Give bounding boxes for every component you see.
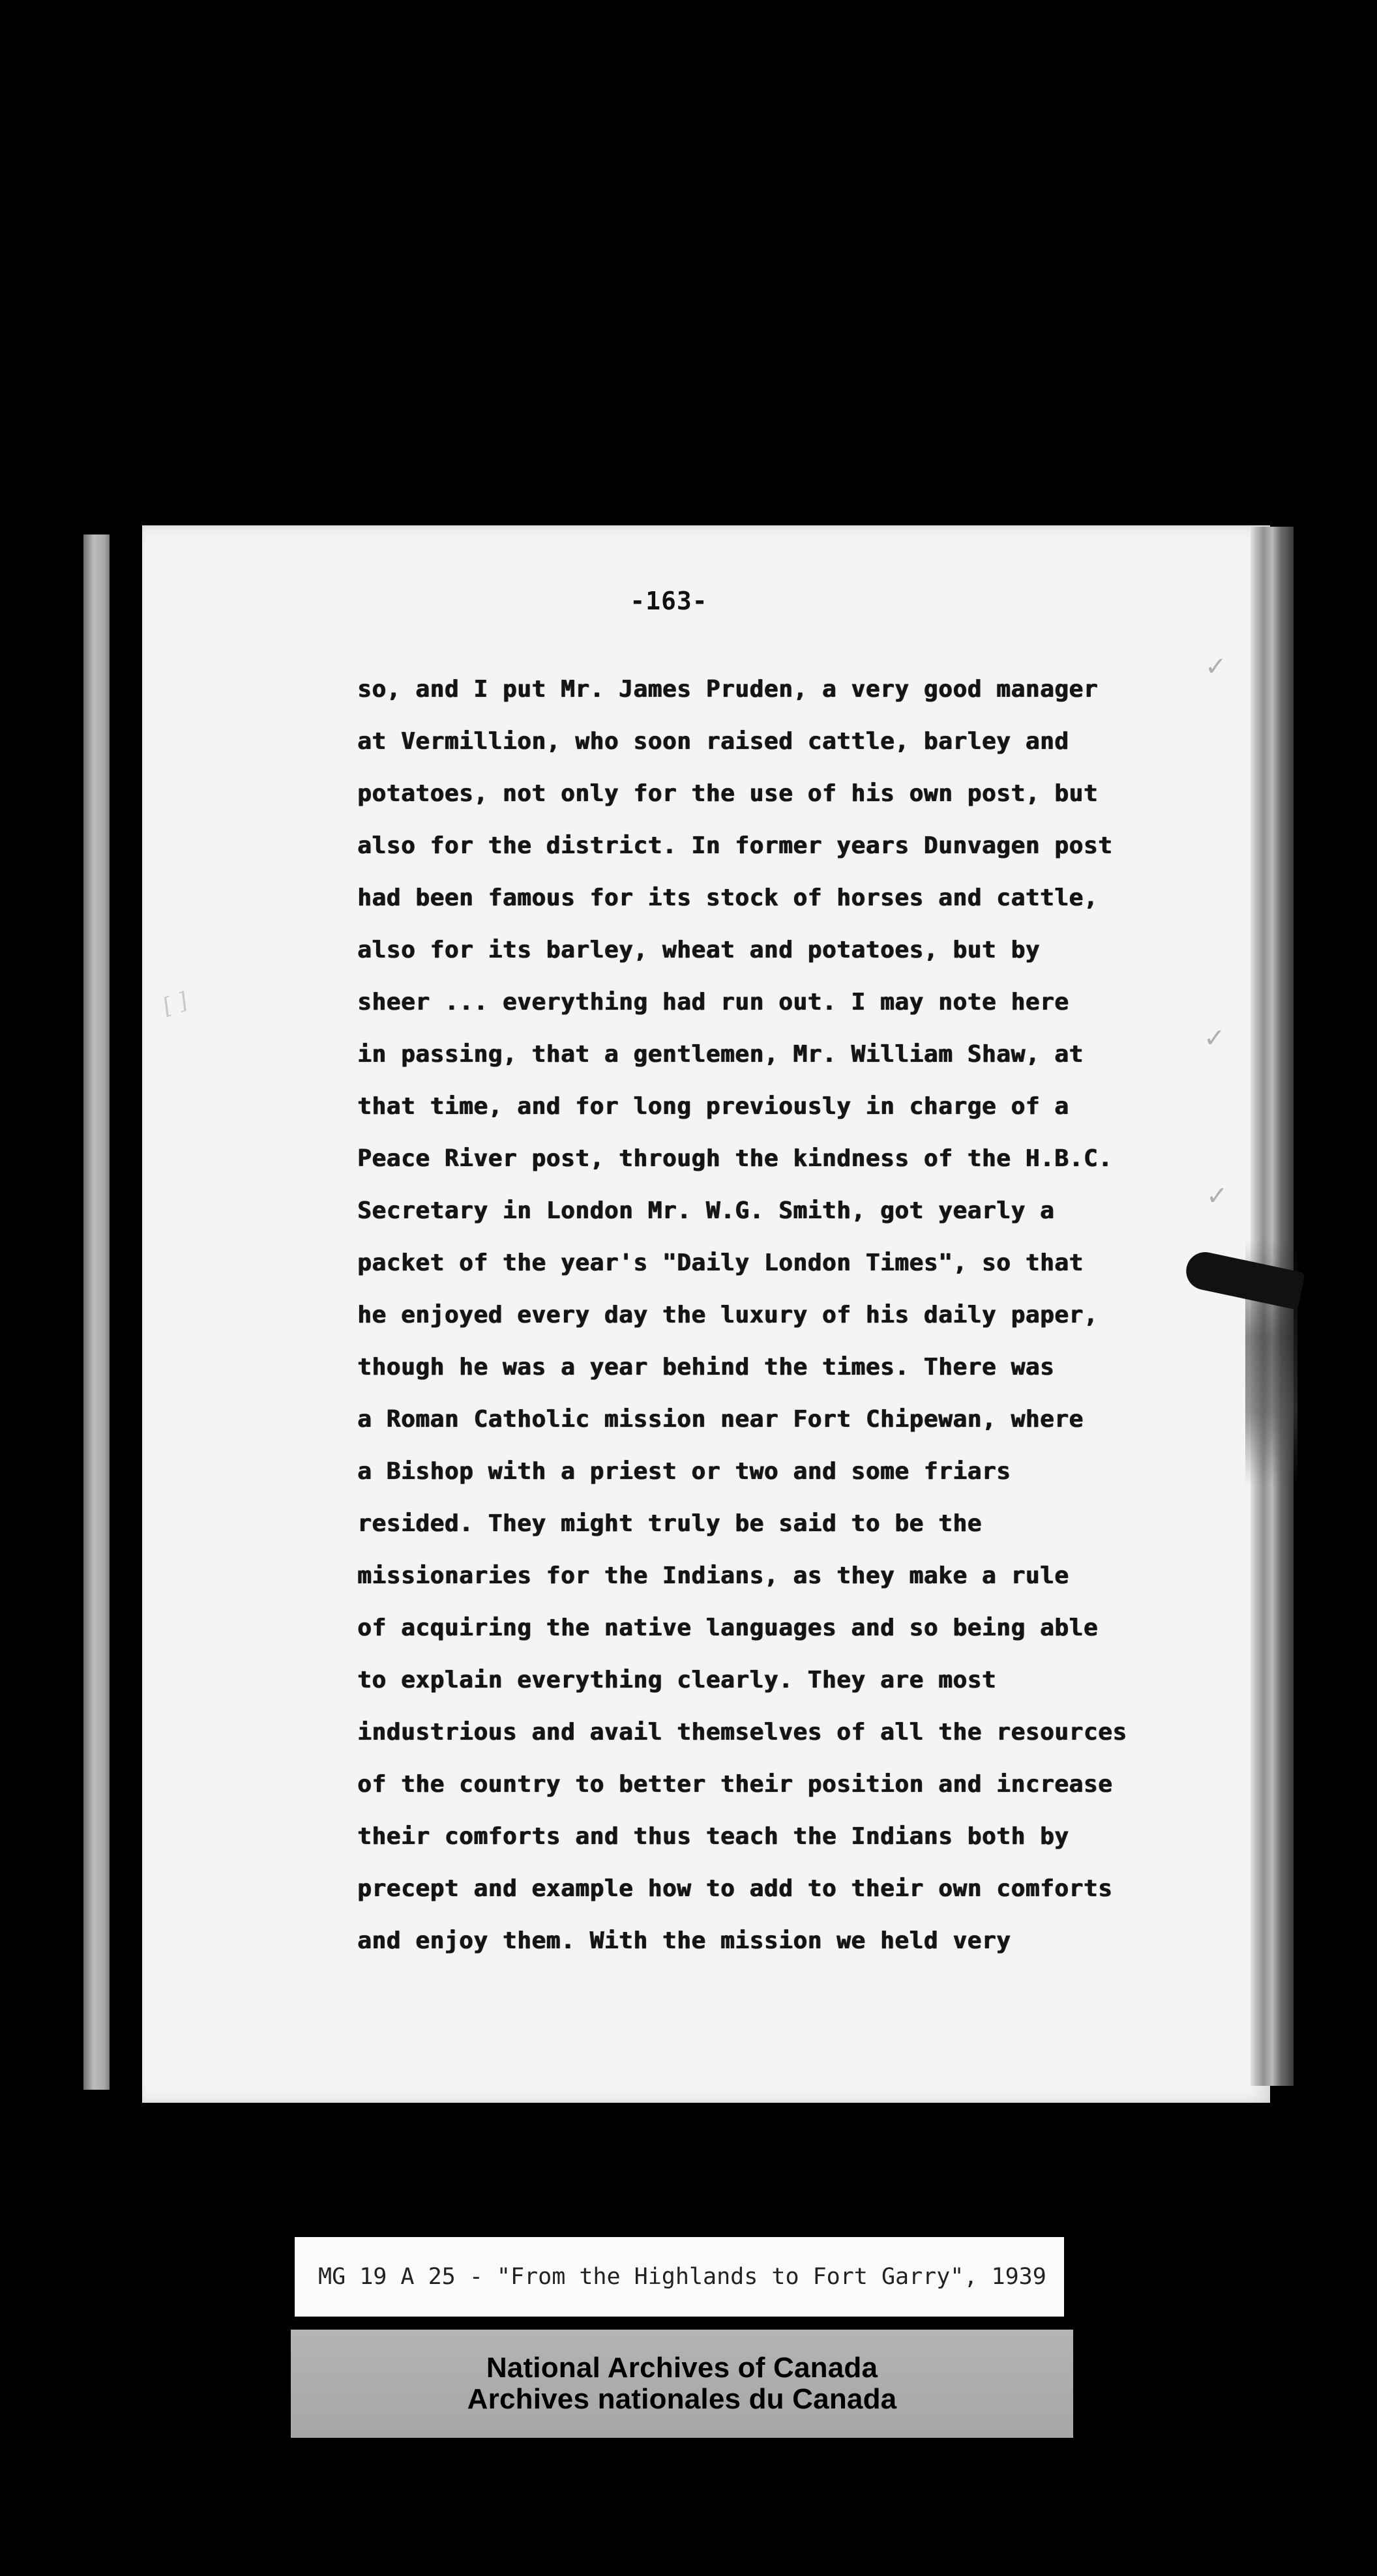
- archive-name-french: Archives nationales du Canada: [467, 2383, 897, 2415]
- text-line: and enjoy them. With the mission we held very: [357, 1927, 1011, 1954]
- tick-mark: ✓: [1205, 652, 1227, 682]
- text-line: industrious and avail themselves of all the resources: [357, 1719, 1127, 1746]
- text-line: sheer ... everything had run out. I may note here: [357, 989, 1069, 1016]
- text-line: Peace River post, through the kindness of the H.B.C.: [357, 1145, 1113, 1172]
- text-line: at Vermillion, who soon raised cattle, barley and: [357, 728, 1069, 755]
- text-line: Secretary in London Mr. W.G. Smith, got yearly a: [357, 1197, 1055, 1224]
- text-line: a Roman Catholic mission near Fort Chipewan, where: [357, 1406, 1084, 1433]
- text-line: of acquiring the native languages and so being able: [357, 1615, 1098, 1641]
- text-line: missionaries for the Indians, as they make a rule: [357, 1562, 1069, 1589]
- tick-mark: ✓: [1204, 1023, 1226, 1053]
- text-line: also for its barley, wheat and potatoes, but by: [357, 937, 1040, 963]
- text-line: potatoes, not only for the use of his own post, but: [357, 780, 1098, 807]
- text-line: a Bishop with a priest or two and some friars: [357, 1458, 1011, 1485]
- text-line: had been famous for its stock of horses and cattle,: [357, 885, 1098, 911]
- text-line: their comforts and thus teach the Indians both by: [357, 1823, 1069, 1850]
- archive-plate: [291, 2330, 1073, 2438]
- page-number: -163-: [630, 587, 708, 615]
- typed-text-block: [357, 664, 1270, 1967]
- text-line: also for the district. In former years Dunvagen post: [357, 832, 1113, 859]
- tick-mark: ✓: [1206, 1181, 1228, 1211]
- text-line: so, and I put Mr. James Pruden, a very good manager: [357, 676, 1098, 703]
- text-line: packet of the year's "Daily London Times", so that: [357, 1250, 1084, 1276]
- text-line: that time, and for long previously in charge of a: [357, 1093, 1069, 1120]
- text-line: he enjoyed every day the luxury of his daily paper,: [357, 1302, 1098, 1328]
- binding-strip: [83, 534, 110, 2090]
- text-line: of the country to better their position and increase: [357, 1771, 1113, 1798]
- text-line: in passing, that a gentlemen, Mr. William Shaw, at: [357, 1041, 1084, 1068]
- text-line: to explain everything clearly. They are most: [357, 1667, 997, 1693]
- text-line: precept and example how to add to their own comforts: [357, 1875, 1113, 1902]
- reference-label: MG 19 A 25 - "From the Highlands to Fort Garry", 1939: [295, 2237, 1064, 2317]
- text-line: resided. They might truly be said to be the: [357, 1510, 982, 1537]
- margin-pencil-note: [ ]: [159, 988, 191, 1020]
- archive-name-english: National Archives of Canada: [486, 2352, 878, 2384]
- text-line: though he was a year behind the times. There was: [357, 1354, 1055, 1381]
